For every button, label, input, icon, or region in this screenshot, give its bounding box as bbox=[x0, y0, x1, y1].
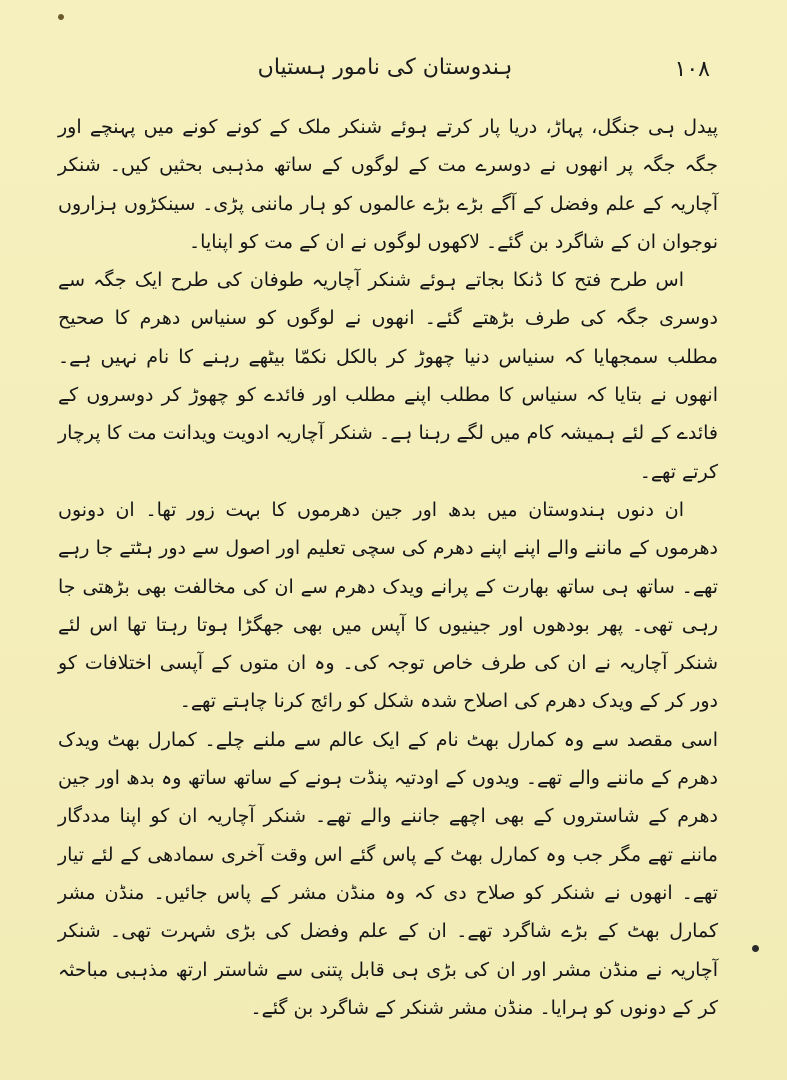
paragraph-2: اس طرح فتح کا ڈنکا بجاتے ہوئے شنکر آچاریہ طوفان کی طرح ایک جگہ سے دوسری جگہ کی طرف بڑھتے گئے۔ انھوں نے لوگوں کو سنیاس دھرم کا صحیح مطلب سمجھایا کہ سنیاس دنیا چھوڑ کر بالکل نکمّا بیٹھے رہنے کا نام نہیں ہے۔ انھوں نے بتایا کہ سنیاس کا مطلب اپنے مطلب اور فائدے کو چھوڑ کر دوسروں کے فائدے کے لئے ہمیشہ کام میں لگے رہنا ہے۔ شنکر آچاریہ ادویت ویدانت مت کا پرچار کرتے تھے۔ bbox=[58, 269, 718, 483]
scan-speck-top-left bbox=[58, 14, 64, 20]
running-title: ہندوستان کی نامور ہستیاں bbox=[257, 55, 513, 80]
page-number: ۱۰۸ bbox=[674, 57, 710, 82]
paragraph-1: پیدل ہی جنگل، پہاڑ، دریا پار کرتے ہوئے شنکر ملک کے کونے کونے میں پہنچے اور جگہ جگہ پر انھوں نے دوسرے مت کے لوگوں کے ساتھ مذہبی بحثیں کیں۔ شنکر آچاریہ کے علم وفضل کے آگے بڑے بڑے عالموں کو ہار ماننی پڑی۔ سینکڑوں ہزاروں نوجوان ان کے شاگرد بن گئے۔ لاکھوں لوگوں نے ان کے مت کو اپنایا۔ bbox=[58, 116, 718, 253]
paragraph-4: اسی مقصد سے وہ کمارل بھٹ نام کے ایک عالم سے ملنے چلے۔ کمارل بھٹ ویدک دھرم کے ماننے والے تھے۔ ویدوں کے اودتیہ پنڈت ہونے کے ساتھ ساتھ وہ بدھ اور جین دھرم کے شاستروں کے بھی اچھے جاننے والے تھے۔ شنکر آچاریہ ان کو اپنا مددگار ماننے تھے مگر جب وہ کمارل بھٹ کے پاس گئے اس وقت آخری سمادھی کے لئے تیار تھے۔ انھوں نے شنکر کو صلاح دی کہ وہ منڈن مشر کے پاس جائیں۔ منڈن مشر کمارل بھٹ کے بڑے شاگرد تھے۔ ان کے علم وفضل کی بڑی شہرت تھی۔ شنکر آچاریہ نے منڈن مشر اور ان کی بڑی ہی قابل پتنی سے شاستر ارتھ مذہبی مباحثہ کر کے دونوں کو ہرایا۔ منڈن مشر شنکر کے شاگرد بن گئے۔ bbox=[58, 728, 718, 1019]
body-text bbox=[58, 108, 718, 1027]
paragraph-3: ان دنوں ہندوستان میں بدھ اور جین دھرموں کا بہت زور تھا۔ ان دونوں دھرموں کے ماننے والے اپنے اپنے دھرم کی سچی تعلیم اور اصول سے دور ہٹتے جا رہے تھے۔ ساتھ ہی ساتھ بھارت کے پرانے ویدک دھرم سے ان کی مخالفت بھی بڑھتی جا رہی تھی۔ پھر بودھوں اور جینیوں کا آپس میں بھی جھگڑا ہوتا رہتا تھا اس لئے شنکر آچاریہ نے ان کی طرف خاص توجہ کی۔ وہ ان متوں کے آپسی اختلافات کو دور کر کے ویدک دھرم کی اصلاح شدہ شکل کو رائج کرنا چاہتے تھے۔ bbox=[58, 498, 718, 713]
scan-speck-right-margin bbox=[752, 945, 759, 952]
page-header bbox=[60, 55, 710, 91]
